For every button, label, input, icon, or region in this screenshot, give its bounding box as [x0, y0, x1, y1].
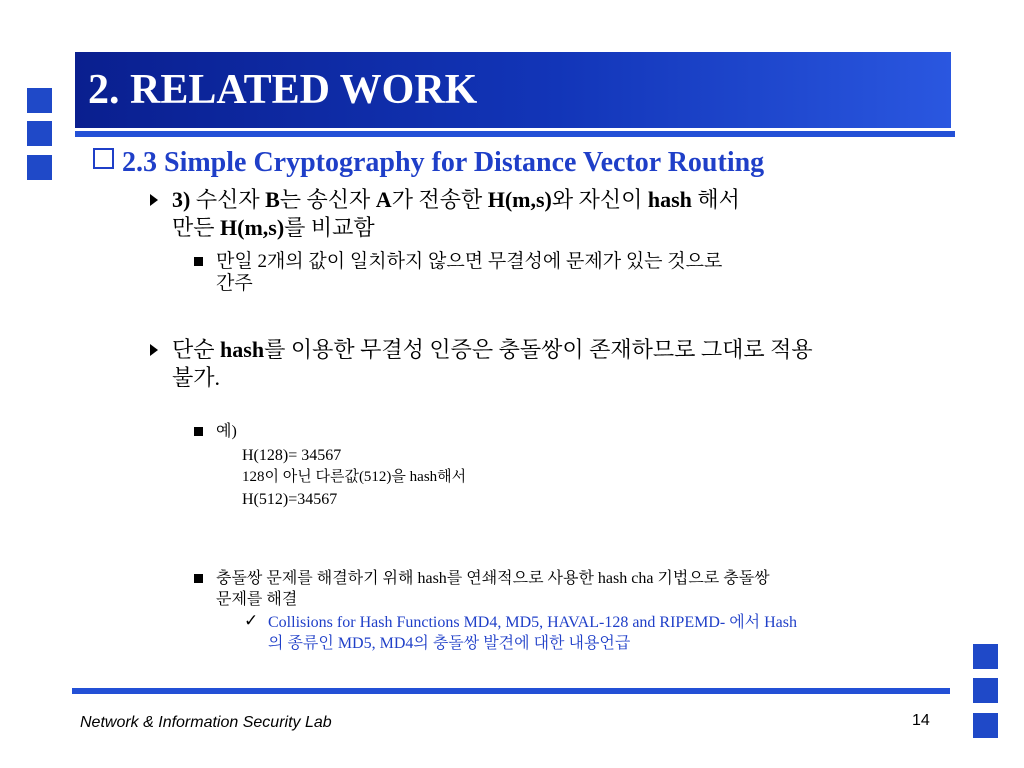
- example-line: 128이 아닌 다른값(512)을 hash해서: [242, 469, 467, 485]
- text-segment: 단순: [172, 337, 221, 362]
- decorative-square-icon: [973, 678, 998, 703]
- sub-item-line: 만일 2개의 값이 일치하지 않으면 무결성에 문제가 있는 것으로: [216, 251, 723, 272]
- decorative-square-icon: [27, 88, 52, 113]
- triangle-bullet-icon: [150, 344, 158, 356]
- footer-divider: [72, 688, 950, 694]
- text-segment: 를 이용한 무결성 인증은 충돌쌍이 존재하므로 그대로 적용: [264, 337, 813, 362]
- bullet-item-compare-hash: [172, 186, 932, 242]
- text-segment: 해서: [691, 187, 740, 212]
- checkmark-icon: ✓: [244, 611, 259, 630]
- bullet-number: 3): [172, 187, 191, 212]
- text-segment: 가 전송한: [391, 187, 488, 212]
- decorative-square-icon: [973, 644, 998, 669]
- text-segment: A: [375, 187, 392, 212]
- page-number: 14: [912, 712, 930, 729]
- sub-item-line: 충돌쌍 문제를 해결하기 위해 hash를 연쇄적으로 사용한 hash cha 기법으로 충돌쌍: [216, 570, 770, 587]
- square-bullet-icon: [194, 574, 203, 583]
- sub-item-line: 간주: [216, 273, 253, 294]
- title-bar: [75, 52, 951, 128]
- reference-note: [268, 612, 948, 654]
- sub-item-line: 문제를 해결: [216, 591, 298, 608]
- reference-line: 의 종류인 MD5, MD4의 충돌쌍 발견에 대한 내용언급: [268, 635, 631, 652]
- square-bullet-icon: [194, 427, 203, 436]
- section-heading: [93, 147, 764, 179]
- text-segment: 불가.: [172, 365, 221, 390]
- slide-title: 2. RELATED WORK: [88, 67, 478, 113]
- triangle-bullet-icon: [150, 194, 158, 206]
- title-divider: [75, 131, 955, 137]
- example-line: H(128)= 34567: [242, 447, 342, 464]
- decorative-square-icon: [27, 155, 52, 180]
- sub-item-hash-chain: [216, 568, 936, 610]
- square-bullet-icon: [194, 257, 203, 266]
- text-segment: 를 비교함: [284, 215, 375, 240]
- bullet-item-collision: [172, 336, 932, 392]
- reference-line: Collisions for Hash Functions MD4, MD5, HAVAL-128 and RIPEMD- 에서 Hash: [268, 614, 797, 631]
- section-heading-text: 2.3 Simple Cryptography for Distance Vector Routing: [122, 147, 765, 178]
- text-segment: 수신자: [190, 187, 266, 212]
- example-label: 예): [216, 423, 237, 440]
- decorative-square-icon: [973, 713, 998, 738]
- text-segment: H(m,s): [487, 187, 552, 212]
- decorative-square-icon: [27, 121, 52, 146]
- example-line: H(512)=34567: [242, 491, 338, 508]
- text-segment: 와 자신이: [551, 187, 648, 212]
- footer-lab-name: Network & Information Security Lab: [80, 714, 332, 731]
- text-segment: hash: [220, 337, 265, 362]
- text-segment: 만든: [172, 215, 221, 240]
- text-segment: 는 송신자: [279, 187, 376, 212]
- checkbox-icon: [93, 148, 114, 169]
- text-segment: B: [265, 187, 280, 212]
- text-segment: hash: [647, 187, 692, 212]
- text-segment: H(m,s): [220, 215, 285, 240]
- sub-item-integrity: [216, 251, 936, 295]
